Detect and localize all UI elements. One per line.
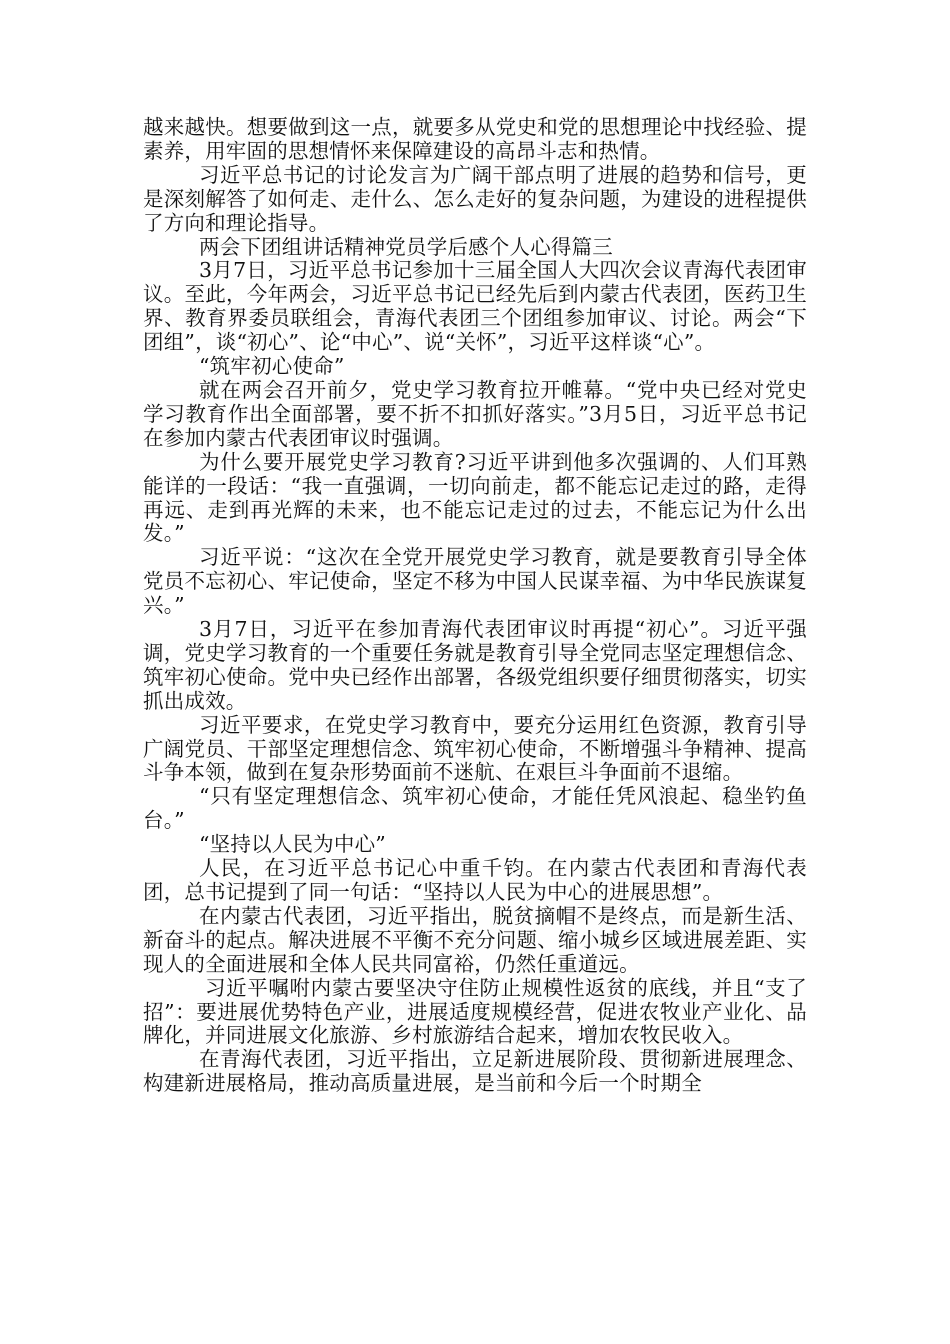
paragraph: 为什么要开展党史学习教育?习近平讲到他多次强调的、人们耳熟能详的一段话：“我一直强调，一切向前走，都不能忘记走过的路，走得再远、走到再光辉的未来，也不能忘记走过的过去，不能忘记为什么出发。” [143, 449, 807, 546]
paragraph: 在内蒙古代表团，习近平指出，脱贫摘帽不是终点，而是新生活、新奋斗的起点。解决进展不平衡不充分问题、缩小城乡区域进展差距、实现人的全面进展和全体人民共同富裕，仍然任重道远。 [143, 903, 807, 976]
paragraph: 习近平总书记的讨论发言为广阔干部点明了进展的趋势和信号，更是深刻解答了如何走、走什么、怎么走好的复杂问题，为建设的进程提供了方向和理论指导。 [143, 162, 807, 235]
paragraph: 习近平嘱咐内蒙古要坚决守住防止规模性返贫的底线，并且“支了招”：要进展优势特色产业，进展适度规模经营，促进农牧业产业化、品牌化，并同进展文化旅游、乡村旅游结合起来，增加农牧民收入。 [143, 975, 807, 1048]
subheading: “坚持以人民为中心” [199, 832, 386, 857]
paragraph: 习近平说：“这次在全党开展党史学习教育，就是要教育引导全体党员不忘初心、牢记使命，坚定不移为中国人民谋幸福、为中华民族谋复兴。” [143, 545, 807, 618]
paragraph: 越来越快。想要做到这一点，就要多从党史和党的思想理论中找经验、提素养，用牢固的思想情怀来保障建设的高昂斗志和热情。 [143, 115, 807, 163]
paragraph: 3月7日，习近平在参加青海代表团审议时再提“初心”。习近平强调，党史学习教育的一个重要任务就是教育引导全党同志坚定理想信念、筑牢初心使命。党中央已经作出部署，各级党组织要仔细贯彻落实，切实抓出成效。 [143, 617, 807, 713]
document-body [143, 116, 807, 1096]
paragraph: 习近平要求，在党史学习教育中，要充分运用红色资源，教育引导广阔党员、干部坚定理想信念、筑牢初心使命，不断增强斗争精神、提高斗争本领，做到在复杂形势面前不迷航、在艰巨斗争面前不退缩。 [143, 712, 807, 785]
quote-paragraph: “只有坚定理想信念、筑牢初心使命，才能任凭风浪起、稳坐钓鱼台。” [143, 784, 807, 833]
paragraph: 人民，在习近平总书记心中重千钧。在内蒙古代表团和青海代表团，总书记提到了同一句话：“坚持以人民为中心的进展思想”。 [143, 856, 807, 904]
subheading: “筑牢初心使命” [199, 354, 345, 379]
paragraph: 在青海代表团，习近平指出，立足新进展阶段、贯彻新进展理念、构建新进展格局，推动高质量进展，是当前和今后一个时期全 [143, 1047, 807, 1096]
section-heading: 两会下团组讲话精神党员学后感个人心得篇三 [199, 234, 613, 259]
paragraph: 就在两会召开前夕，党史学习教育拉开帷幕。“党中央已经对党史学习教育作出全面部署，要不折不扣抓好落实。”3月5日，习近平总书记在参加内蒙古代表团审议时强调。 [143, 377, 807, 450]
paragraph: 3月7日，习近平总书记参加十三届全国人大四次会议青海代表团审议。至此，今年两会，习近平总书记已经先后到内蒙古代表团，医药卫生界、教育界委员联组会，青海代表团三个团组参加审议、讨论。两会“下团组”，谈“初心”、论“中心”、说“关怀”，习近平这样谈“心”。 [143, 258, 807, 355]
